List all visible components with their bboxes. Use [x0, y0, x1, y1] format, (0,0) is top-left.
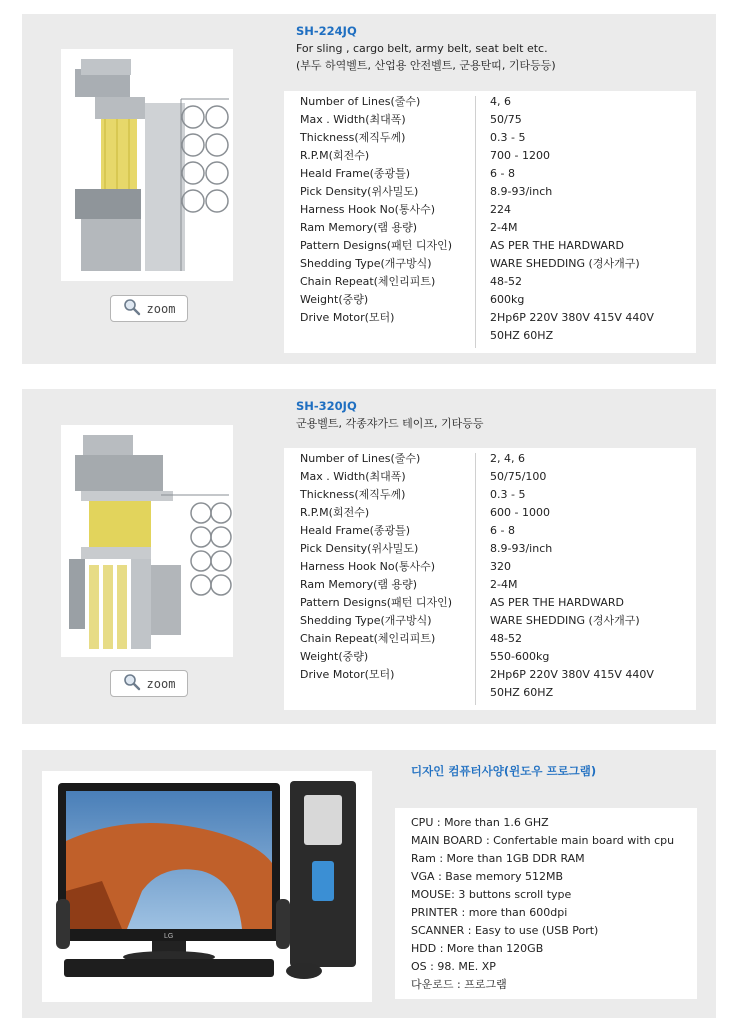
- spec-item: PRINTER : more than 600dpi: [411, 906, 568, 919]
- computer-spec-list: [395, 808, 697, 999]
- spec-label: Heald Frame(종광틀): [300, 524, 411, 537]
- product-panel-sh224jq: [22, 14, 716, 364]
- description-line: (부두 하역벨트, 산업용 안전벨트, 군용탄띠, 기타등등): [296, 59, 556, 72]
- spec-value: 8.9-93/inch: [490, 542, 553, 555]
- spec-label: R.P.M(회전수): [300, 149, 370, 162]
- spec-label: Thickness(제직두께): [300, 131, 406, 144]
- spec-value: 600 - 1000: [490, 506, 550, 519]
- spec-label: Thickness(제직두께): [300, 488, 406, 501]
- model-title: SH-224JQ: [296, 24, 357, 38]
- spec-value: 2-4M: [490, 221, 518, 234]
- spec-item: CPU : More than 1.6 GHZ: [411, 816, 549, 829]
- spec-value: 6 - 8: [490, 167, 515, 180]
- spec-label: Chain Repeat(체인리피트): [300, 275, 436, 288]
- spec-label: Pick Density(위사밀도): [300, 542, 419, 555]
- model-title: SH-320JQ: [296, 399, 357, 413]
- zoom-button[interactable]: [110, 295, 188, 322]
- spec-item: Ram : More than 1GB DDR RAM: [411, 852, 585, 865]
- spec-label: Weight(중량): [300, 293, 369, 306]
- monitor-brand: LG: [164, 933, 174, 940]
- zoom-label: zoom: [146, 676, 176, 691]
- product-panel-sh320jq: [22, 389, 716, 724]
- spec-label: Max . Width(최대폭): [300, 470, 406, 483]
- spec-label: Shedding Type(개구방식): [300, 614, 432, 627]
- spec-value: 50/75: [490, 113, 522, 126]
- spec-label: Ram Memory(램 용량): [300, 221, 418, 234]
- spec-table: [284, 91, 696, 353]
- spec-value: AS PER THE HARDWARD: [490, 239, 624, 252]
- spec-label: Number of Lines(줄수): [300, 95, 421, 108]
- spec-value: 2Hp6P 220V 380V 415V 440V: [490, 311, 654, 324]
- spec-value: WARE SHEDDING (경사개구): [490, 257, 640, 270]
- spec-value: 550-600kg: [490, 650, 550, 663]
- spec-value: 6 - 8: [490, 524, 515, 537]
- spec-value: 48-52: [490, 632, 522, 645]
- spec-label: Pattern Designs(패턴 디자인): [300, 596, 452, 609]
- spec-value: 50HZ 60HZ: [490, 329, 554, 342]
- spec-item: MOUSE: 3 buttons scroll type: [411, 888, 572, 901]
- machine-image[interactable]: [61, 49, 233, 281]
- spec-item: VGA : Base memory 512MB: [411, 870, 564, 883]
- spec-value: WARE SHEDDING (경사개구): [490, 614, 640, 627]
- spec-label: Number of Lines(줄수): [300, 452, 421, 465]
- spec-value: 320: [490, 560, 511, 573]
- spec-label: Drive Motor(모터): [300, 668, 395, 681]
- spec-label: Heald Frame(종광틀): [300, 167, 411, 180]
- spec-value: 4, 6: [490, 95, 511, 108]
- magnifier-icon: [123, 298, 141, 319]
- spec-value: 0.3 - 5: [490, 131, 526, 144]
- spec-value: 50HZ 60HZ: [490, 686, 554, 699]
- spec-table: [284, 448, 696, 710]
- description-line: For sling , cargo belt, army belt, seat belt etc.: [296, 42, 548, 55]
- spec-item: SCANNER : Easy to use (USB Port): [411, 924, 599, 937]
- spec-label: Pick Density(위사밀도): [300, 185, 419, 198]
- spec-label: Weight(중량): [300, 650, 369, 663]
- spec-label: Drive Motor(모터): [300, 311, 395, 324]
- description-line: 군용벨트, 각종쟈가드 테이프, 기타등등: [296, 417, 484, 430]
- computer-spec-panel: [22, 750, 716, 1018]
- spec-value: 224: [490, 203, 511, 216]
- spec-value: 700 - 1200: [490, 149, 550, 162]
- magnifier-icon: [123, 673, 141, 694]
- spec-item: OS : 98. ME. XP: [411, 960, 496, 973]
- computer-image: [42, 771, 372, 1002]
- zoom-button[interactable]: [110, 670, 188, 697]
- spec-value: 8.9-93/inch: [490, 185, 553, 198]
- spec-label: Chain Repeat(체인리피트): [300, 632, 436, 645]
- description: [296, 40, 556, 74]
- spec-value: 0.3 - 5: [490, 488, 526, 501]
- spec-label: Shedding Type(개구방식): [300, 257, 432, 270]
- spec-value: 600kg: [490, 293, 525, 306]
- spec-label: Max . Width(최대폭): [300, 113, 406, 126]
- spec-value: 2Hp6P 220V 380V 415V 440V: [490, 668, 654, 681]
- zoom-label: zoom: [146, 301, 176, 316]
- spec-value: 50/75/100: [490, 470, 547, 483]
- spec-value: AS PER THE HARDWARD: [490, 596, 624, 609]
- spec-label: Harness Hook No(통사수): [300, 203, 436, 216]
- machine-image[interactable]: [61, 425, 233, 657]
- spec-item: 다운로드 : 프로그램: [411, 978, 507, 991]
- spec-label: R.P.M(회전수): [300, 506, 370, 519]
- spec-value: 2, 4, 6: [490, 452, 525, 465]
- spec-label: Harness Hook No(통사수): [300, 560, 436, 573]
- spec-value: 2-4M: [490, 578, 518, 591]
- spec-label: Pattern Designs(패턴 디자인): [300, 239, 452, 252]
- spec-item: MAIN BOARD : Confertable main board with cpu: [411, 834, 675, 847]
- spec-value: 48-52: [490, 275, 522, 288]
- spec-item: HDD : More than 120GB: [411, 942, 544, 955]
- computer-spec-title: 디자인 컴퓨터사양(윈도우 프로그램): [411, 764, 597, 778]
- description: [296, 415, 484, 432]
- spec-label: Ram Memory(램 용량): [300, 578, 418, 591]
